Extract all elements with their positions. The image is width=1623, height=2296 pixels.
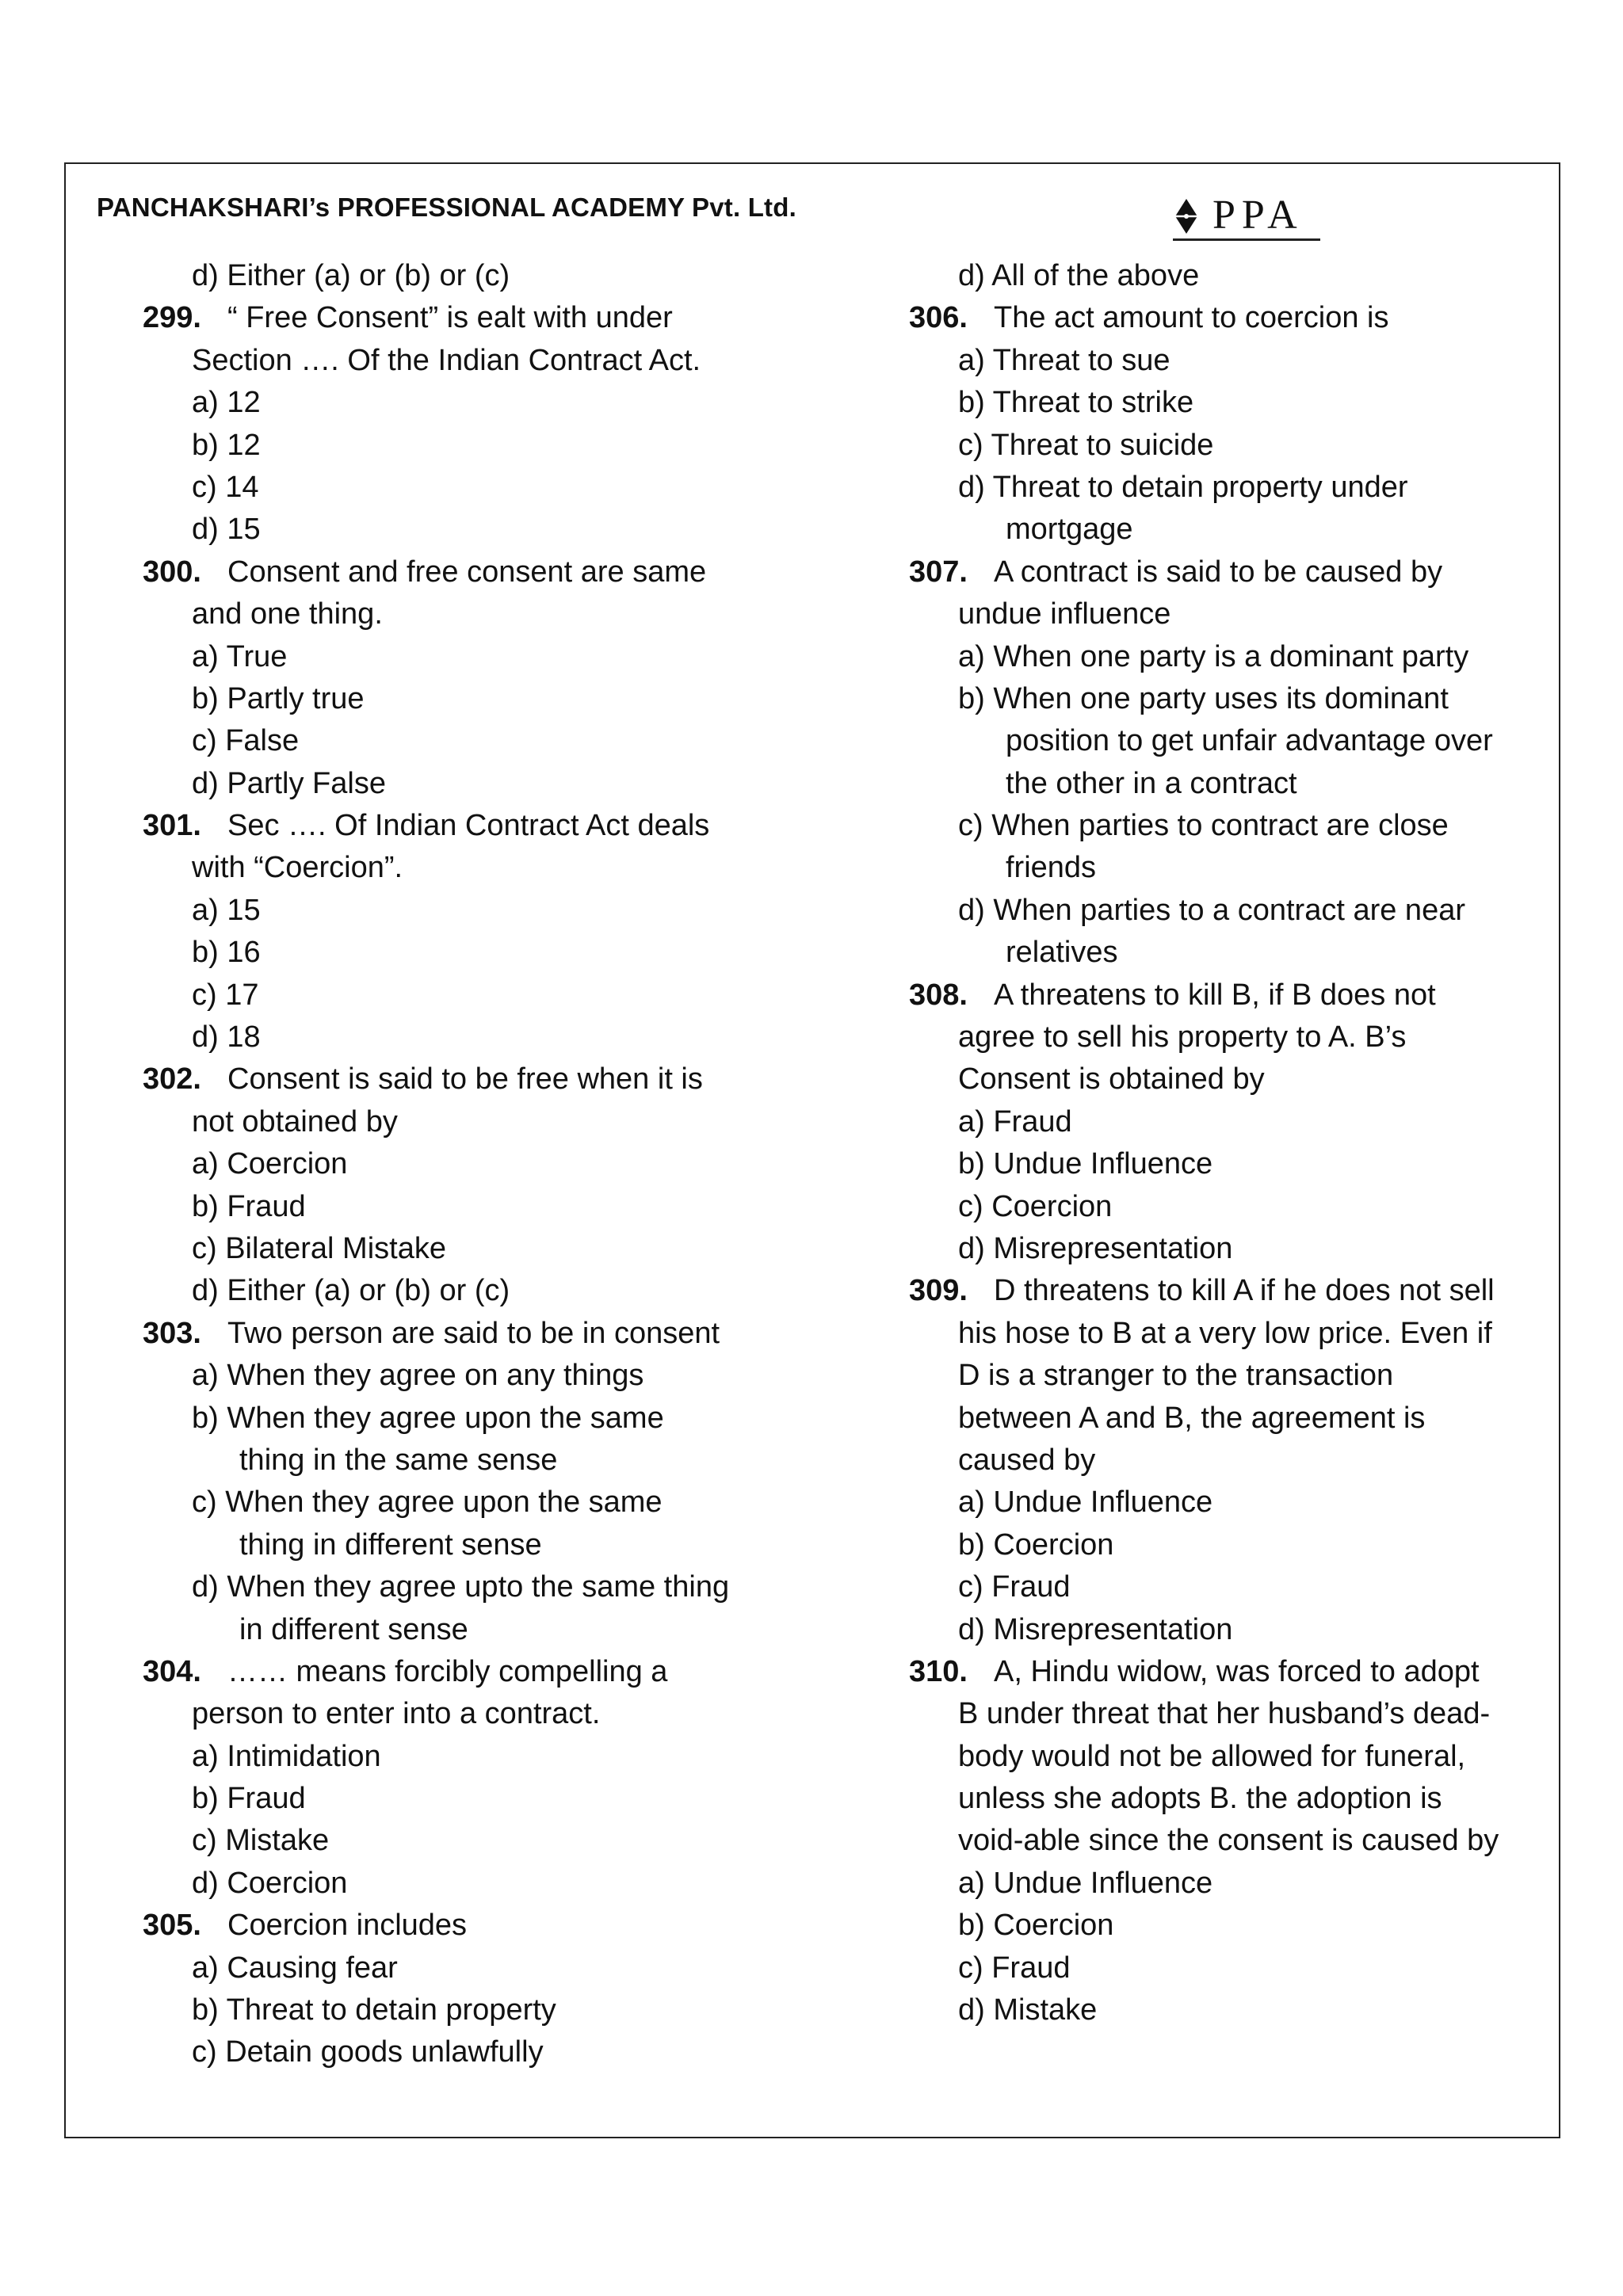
line-text: c) Coercion	[958, 1189, 1113, 1223]
text-line	[909, 1482, 1559, 1524]
academy-title: PANCHAKSHARI’s PROFESSIONAL ACADEMY Pvt. Ltd.	[97, 193, 796, 222]
text-line	[143, 1736, 792, 1778]
text-line	[909, 1778, 1559, 1820]
question-number: 306.	[909, 301, 968, 335]
line-text: b) When they agree upon the same	[192, 1401, 664, 1435]
question-text: A contract is said to be caused by	[994, 555, 1443, 589]
line-text: a) Intimidation	[192, 1739, 381, 1773]
text-line	[909, 1820, 1559, 1862]
text-line	[143, 1101, 792, 1143]
question-text: A threatens to kill B, if B does not	[994, 978, 1436, 1012]
line-text: d) When parties to a contract are near	[958, 893, 1465, 927]
text-line	[909, 1905, 1559, 1947]
text-line	[143, 1778, 792, 1820]
question-number: 300.	[143, 555, 201, 589]
line-text: b) Threat to detain property	[192, 1993, 556, 2027]
text-line	[143, 1989, 792, 2031]
question-number: 310.	[909, 1654, 968, 1688]
question-line	[909, 551, 1559, 593]
line-text: Consent is obtained by	[958, 1062, 1265, 1097]
option-continuation-line	[909, 847, 1559, 889]
text-line	[909, 1313, 1559, 1355]
line-text: person to enter into a contract.	[192, 1697, 601, 1731]
line-text: b) When one party uses its dominant	[958, 681, 1449, 715]
question-line	[909, 297, 1559, 339]
line-text: friends	[1006, 851, 1097, 885]
text-line	[143, 847, 792, 889]
line-text: body would not be allowed for funeral,	[958, 1739, 1466, 1773]
text-line	[909, 1524, 1559, 1566]
question-line	[143, 297, 792, 339]
question-text: Consent is said to be free when it is	[227, 1062, 703, 1097]
left-column	[143, 255, 792, 2074]
option-continuation-line	[143, 1440, 792, 1482]
line-text: and one thing.	[192, 597, 383, 631]
line-text: d) Mistake	[958, 1993, 1098, 2027]
text-line	[143, 1228, 792, 1270]
option-continuation-line	[909, 932, 1559, 974]
text-line	[143, 1270, 792, 1312]
line-text: b) Threat to strike	[958, 386, 1194, 420]
text-line	[143, 1863, 792, 1905]
text-line	[909, 1440, 1559, 1482]
line-text: d) When they agree upto the same thing	[192, 1570, 730, 1604]
text-line	[143, 890, 792, 932]
line-text: void-able since the consent is caused by	[958, 1824, 1499, 1858]
text-line	[909, 1228, 1559, 1270]
text-line	[143, 382, 792, 424]
question-text: A, Hindu widow, was forced to adopt	[994, 1654, 1480, 1688]
line-text: relatives	[1006, 936, 1118, 970]
text-line	[143, 1143, 792, 1185]
line-text: thing in different sense	[239, 1527, 542, 1562]
question-number: 305.	[143, 1909, 201, 1943]
right-column	[909, 255, 1559, 2031]
line-text: between A and B, the agreement is	[958, 1401, 1426, 1435]
text-line	[143, 720, 792, 762]
question-text: Consent and free consent are same	[227, 555, 707, 589]
line-text: a) True	[192, 639, 288, 673]
line-text: a) When they agree on any things	[192, 1359, 644, 1393]
line-text: d) All of the above	[958, 259, 1200, 292]
line-text: B under threat that her husband’s dead-	[958, 1697, 1491, 1731]
option-continuation-line	[143, 1524, 792, 1566]
question-line	[909, 974, 1559, 1016]
question-line	[909, 1270, 1559, 1312]
question-text: D threatens to kill A if he does not sell	[994, 1274, 1495, 1308]
text-line	[143, 1398, 792, 1440]
line-text: thing in the same sense	[239, 1443, 558, 1477]
line-text: d) 15	[192, 513, 261, 547]
question-number: 309.	[909, 1274, 968, 1308]
text-line	[909, 593, 1559, 635]
text-line	[909, 1947, 1559, 1989]
line-text: his hose to B at a very low price. Even if	[958, 1316, 1492, 1350]
line-text: a) Fraud	[958, 1104, 1072, 1138]
text-line	[909, 467, 1559, 509]
line-text: D is a stranger to the transaction	[958, 1359, 1394, 1393]
text-line	[143, 1566, 792, 1608]
line-text: a) Undue Influence	[958, 1486, 1213, 1520]
question-number: 304.	[143, 1654, 201, 1688]
text-line	[143, 1693, 792, 1735]
question-line	[143, 805, 792, 847]
line-text: c) 17	[192, 978, 259, 1012]
text-line	[909, 382, 1559, 424]
text-line	[909, 1736, 1559, 1778]
text-line	[143, 1820, 792, 1862]
line-text: c) When parties to contract are close	[958, 809, 1449, 843]
question-text: Coercion includes	[227, 1909, 468, 1943]
text-line	[909, 255, 1559, 297]
line-text: c) False	[192, 724, 300, 758]
question-number: 302.	[143, 1062, 201, 1097]
text-line	[143, 1482, 792, 1524]
line-text: position to get unfair advantage over	[1006, 724, 1493, 758]
text-line	[909, 1398, 1559, 1440]
text-line	[143, 425, 792, 467]
text-line	[143, 467, 792, 509]
text-line	[909, 805, 1559, 847]
text-line	[909, 1186, 1559, 1228]
question-number: 308.	[909, 978, 968, 1012]
line-text: Section …. Of the Indian Contract Act.	[192, 343, 701, 377]
text-line	[143, 340, 792, 382]
text-line	[909, 1101, 1559, 1143]
line-text: a) Undue Influence	[958, 1866, 1213, 1900]
text-line	[143, 2031, 792, 2073]
text-line	[143, 974, 792, 1016]
question-line	[909, 1651, 1559, 1693]
logo-text: PPA	[1212, 193, 1304, 238]
line-text: the other in a contract	[1006, 766, 1297, 800]
option-continuation-line	[143, 1609, 792, 1651]
line-text: b) 12	[192, 428, 261, 462]
text-line	[143, 1947, 792, 1989]
line-text: c) Fraud	[958, 1570, 1071, 1604]
line-text: a) When one party is a dominant party	[958, 639, 1469, 673]
text-line	[143, 509, 792, 551]
line-text: b) Coercion	[958, 1527, 1114, 1562]
pen-nib-icon	[1173, 197, 1200, 237]
line-text: unless she adopts B. the adoption is	[958, 1782, 1442, 1816]
line-text: c) Threat to suicide	[958, 428, 1214, 462]
text-line	[909, 1693, 1559, 1735]
line-text: undue influence	[958, 597, 1171, 631]
question-number: 303.	[143, 1316, 201, 1350]
text-line	[143, 593, 792, 635]
line-text: a) Causing fear	[192, 1951, 398, 1985]
line-text: c) Fraud	[958, 1951, 1071, 1985]
question-text: The act amount to coercion is	[994, 301, 1389, 335]
line-text: b) Partly true	[192, 681, 365, 715]
text-line	[909, 1989, 1559, 2031]
line-text: a) 12	[192, 386, 261, 420]
line-text: not obtained by	[192, 1104, 398, 1138]
question-line	[143, 551, 792, 593]
text-line	[909, 340, 1559, 382]
line-text: c) Detain goods unlawfully	[192, 2035, 544, 2069]
line-text: d) Either (a) or (b) or (c)	[192, 1274, 510, 1308]
text-line	[909, 1143, 1559, 1185]
text-line	[143, 1355, 792, 1397]
text-line	[909, 1863, 1559, 1905]
question-text: “ Free Consent” is ealt with under	[227, 301, 673, 335]
text-line	[143, 763, 792, 805]
line-text: b) 16	[192, 936, 261, 970]
question-number: 299.	[143, 301, 201, 335]
text-line	[909, 636, 1559, 678]
line-text: d) Coercion	[192, 1866, 348, 1900]
line-text: a) Coercion	[192, 1147, 348, 1181]
line-text: c) 14	[192, 470, 259, 504]
line-text: caused by	[958, 1443, 1096, 1477]
text-line	[909, 890, 1559, 932]
text-line	[143, 678, 792, 720]
line-text: d) 18	[192, 1020, 261, 1055]
line-text: a) Threat to sue	[958, 343, 1170, 377]
question-text: …… means forcibly compelling a	[227, 1654, 668, 1688]
text-line	[909, 678, 1559, 720]
text-line	[143, 255, 792, 297]
text-line	[909, 1566, 1559, 1608]
question-line	[143, 1651, 792, 1693]
line-text: c) When they agree upon the same	[192, 1486, 663, 1520]
line-text: with “Coercion”.	[192, 851, 403, 885]
question-number: 301.	[143, 809, 201, 843]
question-text: Two person are said to be in consent	[227, 1316, 720, 1350]
question-text: Sec …. Of Indian Contract Act deals	[227, 809, 710, 843]
question-number: 307.	[909, 555, 968, 589]
line-text: d) Either (a) or (b) or (c)	[192, 259, 510, 292]
line-text: c) Bilateral Mistake	[192, 1231, 446, 1265]
question-line	[143, 1905, 792, 1947]
option-continuation-line	[909, 763, 1559, 805]
question-line	[143, 1313, 792, 1355]
ppa-logo	[1170, 193, 1320, 243]
line-text: d) Misrepresentation	[958, 1612, 1233, 1646]
line-text: in different sense	[239, 1612, 468, 1646]
line-text: b) Fraud	[192, 1782, 306, 1816]
question-line	[143, 1058, 792, 1100]
option-continuation-line	[909, 720, 1559, 762]
line-text: b) Coercion	[958, 1909, 1114, 1943]
line-text: b) Fraud	[192, 1189, 306, 1223]
text-line	[143, 1016, 792, 1058]
line-text: mortgage	[1006, 513, 1133, 547]
text-line	[909, 1016, 1559, 1058]
text-line	[143, 932, 792, 974]
text-line	[143, 636, 792, 678]
line-text: agree to sell his property to A. B’s	[958, 1020, 1407, 1055]
option-continuation-line	[909, 509, 1559, 551]
line-text: d) Threat to detain property under	[958, 470, 1408, 504]
line-text: d) Partly False	[192, 766, 386, 800]
line-text: b) Undue Influence	[958, 1147, 1213, 1181]
text-line	[909, 1609, 1559, 1651]
text-line	[143, 1186, 792, 1228]
text-line	[909, 1355, 1559, 1397]
line-text: d) Misrepresentation	[958, 1231, 1233, 1265]
line-text: c) Mistake	[192, 1824, 330, 1858]
text-line	[909, 425, 1559, 467]
logo-underline	[1173, 238, 1320, 241]
line-text: a) 15	[192, 893, 261, 927]
text-line	[909, 1058, 1559, 1100]
